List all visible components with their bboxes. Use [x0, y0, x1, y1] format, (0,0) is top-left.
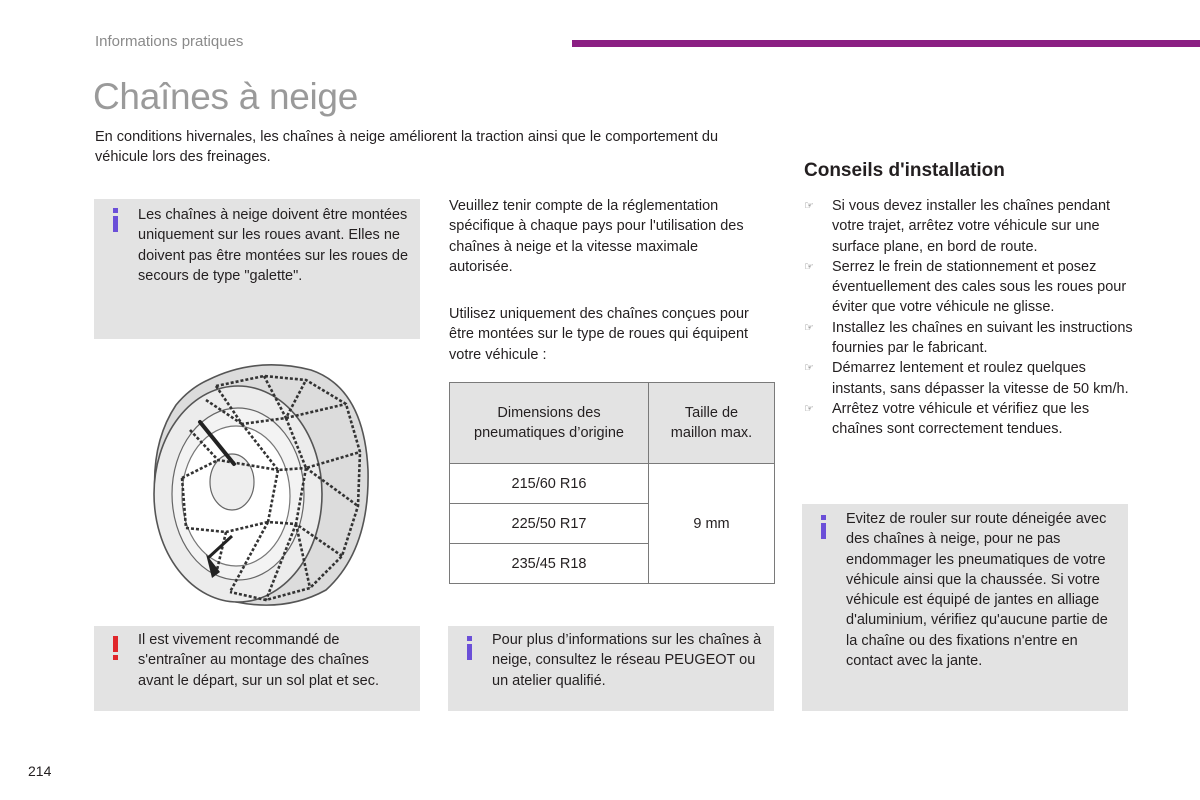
installation-tips-list [804, 196, 1134, 440]
info-box-text: Pour plus d’informations sur les chaînes à neige, consultez le réseau PEUGEOT ou un atelier qualifié. [492, 632, 762, 689]
table-header-row [450, 383, 775, 464]
pointing-hand-icon: ☞ [804, 260, 814, 273]
info-box-front-wheels [94, 199, 420, 339]
intro-paragraph: En conditions hivernales, les chaînes à neige améliorent la traction ainsi que le comportement du véhicule lors des freinages. [95, 129, 719, 165]
chain-compatibility-paragraph: Utilisez uniquement des chaînes conçues pour être montées sur le type de roues qui équipent votre véhicule : [449, 306, 749, 363]
info-icon [467, 636, 472, 660]
section-label: Informations pratiques [95, 33, 244, 50]
pointing-hand-icon: ☞ [804, 321, 814, 334]
pointing-hand-icon: ☞ [804, 200, 814, 212]
tire-dimensions-table [449, 382, 775, 584]
table-header-dimensions: Dimensions des pneumatiques d’origine [450, 383, 649, 464]
info-box-text: Evitez de rouler sur route déneigée avec des chaînes à neige, pour ne pas endommager les pneumatiques de votre véhicule ainsi que la chaussée. Si votre véhicule est équipé de jantes en alliage d'aluminium, vérifiez qu'aucune partie de la chaîne ou des fixations n'entre en contact avec la jante. [846, 511, 1108, 670]
list-item: ☞ Démarrez lentement et roulez quelques instants, sans dépasser la vitesse de 50 km/h. [804, 360, 1129, 397]
info-icon [821, 515, 826, 539]
table-row [450, 464, 775, 504]
info-box-alloy-wheels [802, 504, 1128, 711]
table-cell-tire-size: 215/60 R16 [450, 464, 649, 504]
header-accent-bar [572, 40, 1200, 47]
regulation-paragraph: Veuillez tenir compte de la réglementation spécifique à chaque pays pour l'utilisation des chaînes à neige et la vitesse maximale autorisée. [449, 198, 744, 275]
list-item: ☞ Installez les chaînes en suivant les instructions fournies par le fabricant. [804, 319, 1133, 357]
warning-box [94, 626, 420, 711]
warning-icon [113, 636, 118, 660]
warning-box-text: Il est vivement recommandé de s'entraîner au montage des chaînes avant le départ, sur un sol plat et sec. [138, 632, 379, 689]
installation-tips-title: Conseils d'installation [804, 160, 1005, 181]
pointing-hand-icon: ☞ [804, 362, 814, 375]
info-box-text: Les chaînes à neige doivent être montées uniquement sur les roues avant. Elles ne doivent pas être montées sur les roues de secours de type "galette". [138, 207, 409, 284]
info-icon [113, 208, 118, 232]
table-cell-link-size: 9 mm [649, 464, 775, 584]
table-cell-tire-size: 235/45 R18 [450, 544, 649, 584]
table-header-link-size: Taille de maillon max. [649, 383, 775, 464]
page-number: 214 [28, 763, 52, 779]
pointing-hand-icon: ☞ [804, 402, 814, 415]
page-title: Chaînes à neige [93, 76, 358, 117]
list-item: ☞ Si vous devez installer les chaînes pendant votre trajet, arrêtez votre véhicule sur une surface plane, en bord de route. [804, 198, 1111, 255]
tire-with-snow-chain-illustration [146, 360, 374, 610]
table-cell-tire-size: 225/50 R17 [450, 504, 649, 544]
list-item: ☞ Arrêtez votre véhicule et vérifiez que les chaînes sont correctement tendues. [804, 400, 1090, 438]
info-box-peugeot-network [448, 626, 774, 711]
list-item: ☞ Serrez le frein de stationnement et posez éventuellement des cales sous les roues pour éviter que votre véhicule ne glisse. [804, 258, 1127, 316]
